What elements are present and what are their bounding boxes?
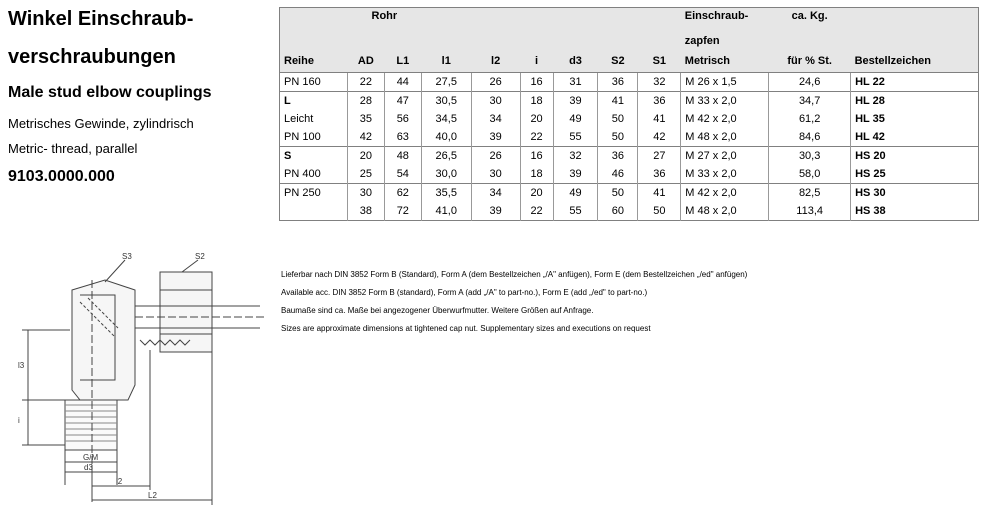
cell-l2: 30	[471, 92, 520, 111]
cell-reihe: PN 400	[284, 168, 321, 180]
table-row	[280, 165, 979, 184]
cell-l2: 26	[471, 147, 520, 166]
column-header-bestellzeichen: Bestellzeichen	[851, 50, 979, 73]
cell-l1: 30,5	[421, 92, 471, 111]
cell-code: HL 22	[851, 73, 979, 92]
cell-met: M 48 x 2,0	[681, 128, 769, 147]
drawing-label-i: i	[18, 416, 20, 425]
cell-s2: 50	[598, 184, 638, 203]
cell-l2: 39	[471, 128, 520, 147]
specification-table	[279, 7, 979, 221]
cell-s1: 36	[638, 92, 681, 111]
column-header-kg: für % St.	[769, 50, 851, 73]
column-header-metrisch: Metrisch	[681, 50, 769, 73]
cell-l1: 41,0	[421, 202, 471, 221]
cell-met: M 33 x 2,0	[681, 165, 769, 184]
cell-i: 18	[520, 92, 553, 111]
cell-s2: 36	[598, 73, 638, 92]
cell-reihe: L	[280, 92, 348, 111]
subtitle-english: Male stud elbow couplings	[8, 84, 212, 101]
table-row	[280, 184, 979, 203]
cell-l1: 35,5	[421, 184, 471, 203]
cell-code: HS 25	[851, 165, 979, 184]
cell-d3: 39	[553, 92, 598, 111]
table-row	[280, 147, 979, 166]
cell-s1: 27	[638, 147, 681, 166]
title-line-2: verschraubungen	[8, 46, 176, 68]
cell-s1: 41	[638, 110, 681, 128]
cell-reihe: Leicht	[284, 113, 314, 125]
cell-met: M 27 x 2,0	[681, 147, 769, 166]
cell-s1: 50	[638, 202, 681, 221]
group-header-zapfen-2: zapfen	[681, 32, 769, 50]
cell-kg: 34,7	[769, 92, 851, 111]
cell-l1: 34,5	[421, 110, 471, 128]
table-row	[280, 110, 979, 128]
cell-l2: 26	[471, 73, 520, 92]
note-dimensions-de: Baumaße sind ca. Maße bei angezogener Überwurfmutter. Weitere Größen auf Anfrage.	[281, 306, 594, 315]
cell-reihe: PN 160	[284, 76, 321, 88]
cell-reihe: PN 100	[284, 131, 321, 143]
cell-met: M 26 x 1,5	[681, 73, 769, 92]
cell-l1: 40,0	[421, 128, 471, 147]
column-header-l2: l2	[471, 50, 520, 73]
cell-d3: 55	[553, 128, 598, 147]
cell-l1c: 54	[384, 165, 421, 184]
technical-drawing	[10, 250, 270, 512]
table-row	[280, 202, 979, 221]
column-header-l1: l1	[421, 50, 471, 73]
title-line-1: Winkel Einschraub-	[8, 8, 194, 30]
table-row	[280, 73, 979, 92]
cell-ad: 20	[347, 147, 384, 166]
group-header-rohr: Rohr	[347, 8, 421, 33]
cell-s2: 50	[598, 128, 638, 147]
cell-l1: 30,0	[421, 165, 471, 184]
cell-i: 18	[520, 165, 553, 184]
cell-s2: 36	[598, 147, 638, 166]
cell-code: HL 28	[851, 92, 979, 111]
cell-s1: 41	[638, 184, 681, 203]
cell-l1c: 72	[384, 202, 421, 221]
column-header-i: i	[520, 50, 553, 73]
group-header-kg: ca. Kg.	[769, 8, 851, 33]
column-header-ad: AD	[347, 50, 384, 73]
cell-l1c: 62	[384, 184, 421, 203]
cell-met: M 42 x 2,0	[681, 184, 769, 203]
part-number: 9103.0000.000	[8, 168, 115, 185]
cell-l1c: 56	[384, 110, 421, 128]
column-header-s2: S2	[598, 50, 638, 73]
cell-s2: 50	[598, 110, 638, 128]
cell-s1: 36	[638, 165, 681, 184]
group-header-zapfen: Einschraub-	[681, 8, 769, 33]
cell-l2: 39	[471, 202, 520, 221]
drawing-label-L2: L2	[148, 491, 157, 500]
cell-ad: 25	[347, 165, 384, 184]
cell-kg: 113,4	[769, 202, 851, 221]
cell-d3: 55	[553, 202, 598, 221]
cell-kg: 30,3	[769, 147, 851, 166]
cell-l2: 30	[471, 165, 520, 184]
cell-ad: 30	[347, 184, 384, 203]
table-row	[280, 92, 979, 111]
cell-l1c: 44	[384, 73, 421, 92]
cell-ad: 28	[347, 92, 384, 111]
cell-kg: 61,2	[769, 110, 851, 128]
table-row	[280, 128, 979, 147]
cell-l2: 34	[471, 184, 520, 203]
cell-reihe: PN 250	[280, 184, 348, 203]
cell-s2: 46	[598, 165, 638, 184]
cell-l1: 27,5	[421, 73, 471, 92]
description-german: Metrisches Gewinde, zylindrisch	[8, 116, 194, 131]
cell-s2: 60	[598, 202, 638, 221]
column-header-L1: L1	[384, 50, 421, 73]
column-header-s1: S1	[638, 50, 681, 73]
drawing-label-d3: d3	[84, 463, 93, 472]
cell-ad: 38	[347, 202, 384, 221]
drawing-label-l2: l2	[116, 477, 123, 486]
drawing-label-l3: l3	[18, 361, 25, 370]
cell-i: 20	[520, 184, 553, 203]
drawing-label-gm: G/M	[83, 453, 99, 462]
cell-met: M 33 x 2,0	[681, 92, 769, 111]
cell-kg: 58,0	[769, 165, 851, 184]
cell-met: M 42 x 2,0	[681, 110, 769, 128]
cell-i: 22	[520, 202, 553, 221]
cell-code: HL 35	[851, 110, 979, 128]
cell-d3: 31	[553, 73, 598, 92]
cell-code: HS 20	[851, 147, 979, 166]
drawing-label-s2: S2	[195, 252, 205, 261]
cell-l1c: 47	[384, 92, 421, 111]
cell-d3: 39	[553, 165, 598, 184]
cell-s1: 42	[638, 128, 681, 147]
cell-met: M 48 x 2,0	[681, 202, 769, 221]
cell-d3: 49	[553, 110, 598, 128]
note-availability-en: Available acc. DIN 3852 Form B (standard), Form A (add „/A" to part-no.), Form E (add „/ed" to part-no.)	[281, 288, 648, 297]
note-dimensions-en: Sizes are approximate dimensions at tightened cap nut. Supplementary sizes and executions on request	[281, 324, 651, 333]
cell-kg: 82,5	[769, 184, 851, 203]
cell-ad: 22	[347, 73, 384, 92]
cell-s2: 41	[598, 92, 638, 111]
column-header-reihe: Reihe	[280, 50, 348, 73]
cell-kg: 84,6	[769, 128, 851, 147]
cell-l1c: 48	[384, 147, 421, 166]
notes	[281, 266, 747, 338]
cell-code: HS 38	[851, 202, 979, 221]
cell-ad: 35	[347, 110, 384, 128]
description-english: Metric- thread, parallel	[8, 141, 138, 156]
cell-i: 20	[520, 110, 553, 128]
cell-l1c: 63	[384, 128, 421, 147]
cell-i: 22	[520, 128, 553, 147]
cell-i: 16	[520, 147, 553, 166]
cell-l2: 34	[471, 110, 520, 128]
cell-d3: 32	[553, 147, 598, 166]
cell-reihe	[280, 202, 348, 221]
cell-code: HL 42	[851, 128, 979, 147]
cell-i: 16	[520, 73, 553, 92]
cell-kg: 24,6	[769, 73, 851, 92]
cell-ad: 42	[347, 128, 384, 147]
cell-code: HS 30	[851, 184, 979, 203]
cell-d3: 49	[553, 184, 598, 203]
note-availability-de: Lieferbar nach DIN 3852 Form B (Standard), Form A (dem Bestellzeichen „/A" anfügen), Form E (dem Bestellzeichen „/ed" anfügen)	[281, 270, 748, 279]
cell-l1: 26,5	[421, 147, 471, 166]
drawing-label-s3: S3	[122, 252, 132, 261]
column-header-d3: d3	[553, 50, 598, 73]
cell-s1: 32	[638, 73, 681, 92]
cell-reihe: S	[280, 147, 348, 166]
